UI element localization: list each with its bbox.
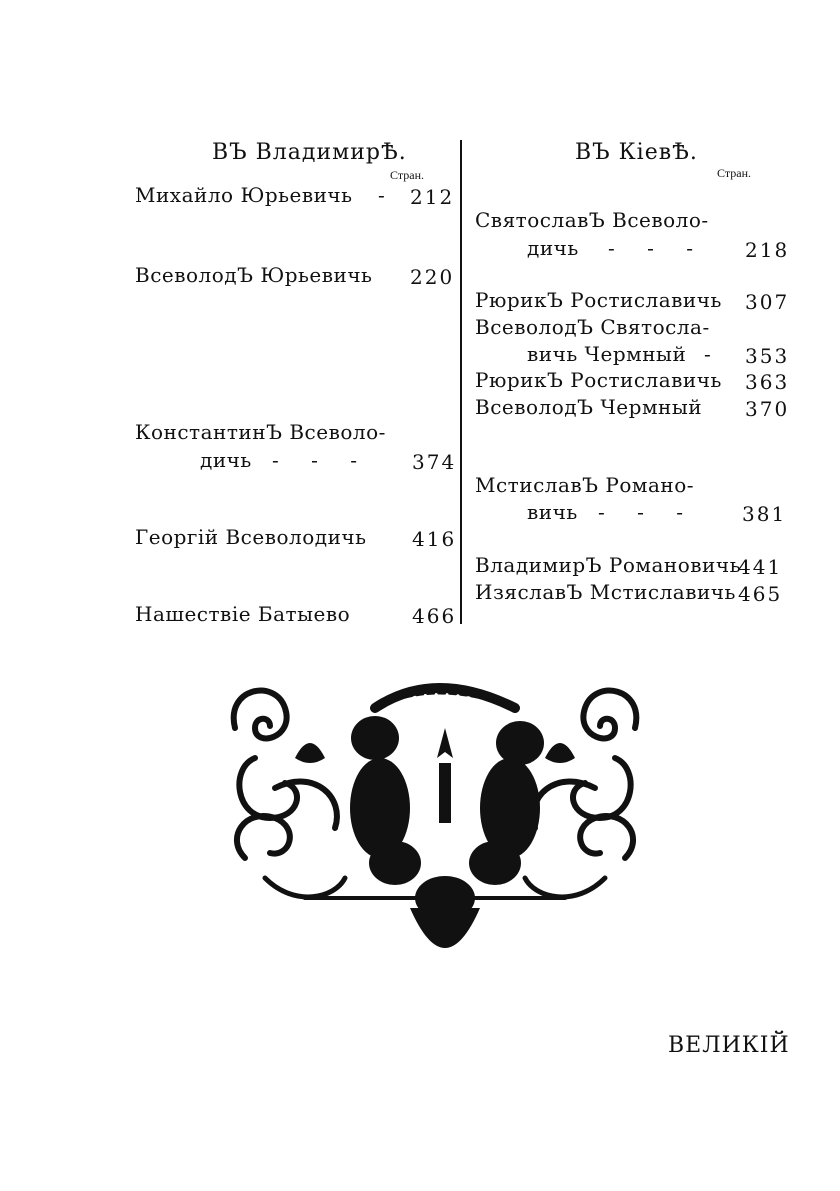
right-entry-name: РюрикЪ Ростиславичь <box>475 368 722 392</box>
right-entry-page: 441 <box>738 555 783 579</box>
right-entry-page: 465 <box>738 582 783 606</box>
right-entry-name-cont: дичь <box>527 236 579 260</box>
right-entry-page: 370 <box>745 397 790 421</box>
right-entry-name: РюрикЪ Ростиславичь <box>475 288 722 312</box>
right-entry-name: МстиславЪ Романо- <box>475 473 695 497</box>
right-entry-page: 353 <box>745 344 790 368</box>
right-entry-dashes: - - - <box>608 236 693 260</box>
right-entry-name: СвятославЪ Всеволо- <box>475 208 709 232</box>
right-entry-dashes: - <box>704 342 711 366</box>
right-entry-name: ВладимирЪ Романовичь <box>475 553 741 577</box>
right-entry-page: 381 <box>742 502 787 526</box>
left-entry-name-cont: дичь <box>200 448 252 472</box>
left-entry-page: 220 <box>410 265 455 289</box>
left-entry-name: КонстантинЪ Всеволо- <box>135 420 386 444</box>
catchword: ВЕЛИКІЙ <box>668 1033 790 1058</box>
left-entry-name: Нашествіе Батыево <box>135 602 351 626</box>
left-entry-dashes: - - - <box>272 448 357 472</box>
left-entry-page: 416 <box>412 527 457 551</box>
ornament-vignette-icon <box>225 668 645 988</box>
right-entry-name-cont: вичь <box>527 500 578 524</box>
left-entry-page: 212 <box>410 185 455 209</box>
right-entry-name-cont: вичь Чермный <box>527 342 687 366</box>
right-entry-page: 363 <box>745 370 790 394</box>
column-divider <box>460 140 462 624</box>
right-entry-name: ВсеволодЪ Чермный <box>475 395 703 419</box>
right-entry-page: 307 <box>745 290 790 314</box>
left-entry-page: 466 <box>412 604 457 628</box>
right-column-heading: ВЪ КіевѢ. <box>575 140 698 165</box>
left-page-label: Стран. <box>390 168 424 182</box>
left-entry-dashes: - <box>378 183 385 207</box>
left-entry-page: 374 <box>412 450 457 474</box>
right-entry-name: ВсеволодЪ Святосла- <box>475 315 710 339</box>
right-entry-dashes: - - - <box>598 500 683 524</box>
left-column-heading: ВЪ ВладимирѢ. <box>212 140 407 165</box>
left-entry-name: ВсеволодЪ Юрьевичь <box>135 263 373 287</box>
left-entry-name: Михайло Юрьевичь <box>135 183 353 207</box>
left-entry-name: Георгій Всеволодичь <box>135 525 367 549</box>
right-entry-page: 218 <box>745 238 790 262</box>
right-entry-name: ИзяславЪ Мстиславичь <box>475 580 736 604</box>
right-page-label: Стран. <box>717 166 751 180</box>
